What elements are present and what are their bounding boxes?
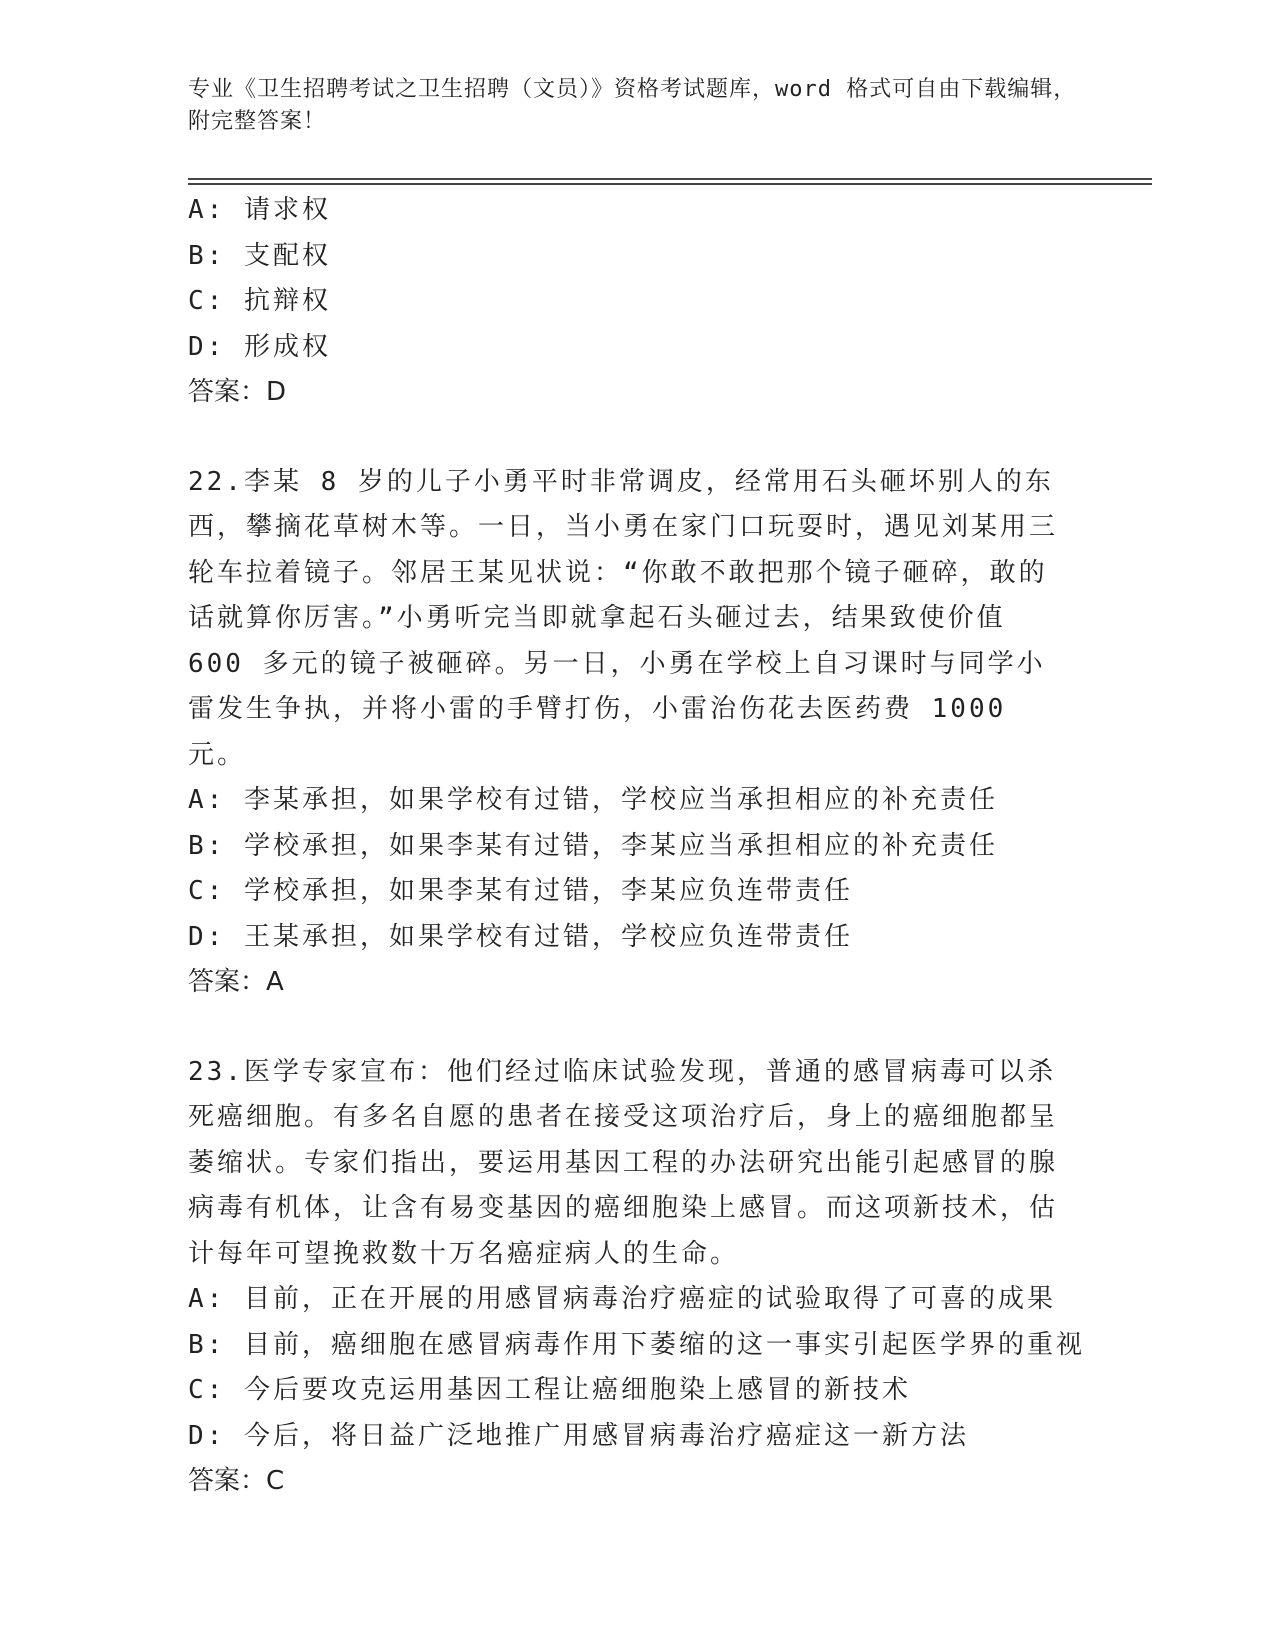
question-21 bbox=[188, 188, 1088, 416]
header-rule-top bbox=[188, 178, 1152, 180]
option-d: D: 形成权 bbox=[188, 331, 331, 362]
answer-line: 答案：A bbox=[188, 967, 284, 997]
document-header: 专业《卫生招聘考试之卫生招聘（文员）》资格考试题库，word 格式可自由下载编辑，附完整答案！ bbox=[188, 77, 1077, 134]
option-b: B: 支配权 bbox=[188, 240, 331, 271]
option-d: D: 今后，将日益广泛地推广用感冒病毒治疗癌症这一新方法 bbox=[188, 1420, 969, 1451]
answer-line: 答案：D bbox=[188, 377, 287, 407]
question-23 bbox=[188, 1050, 1088, 1505]
option-b: B: 学校承担，如果李某有过错，李某应当承担相应的补充责任 bbox=[188, 830, 998, 861]
question-22 bbox=[188, 460, 1088, 1006]
question-content bbox=[188, 188, 1088, 1505]
option-c: C: 学校承担，如果李某有过错，李某应负连带责任 bbox=[188, 876, 853, 906]
option-a: A: 请求权 bbox=[188, 195, 331, 225]
option-c: C: 今后要攻克运用基因工程让癌细胞染上感冒的新技术 bbox=[188, 1375, 911, 1405]
spacer bbox=[188, 1006, 1088, 1050]
spacer bbox=[188, 416, 1088, 460]
option-a: A: 目前，正在开展的用感冒病毒治疗癌症的试验取得了可喜的成果 bbox=[188, 1284, 1056, 1314]
header-rule-bottom bbox=[188, 183, 1152, 185]
option-d: D: 王某承担，如果学校有过错，学校应负连带责任 bbox=[188, 921, 853, 952]
answer-line: 答案：C bbox=[188, 1466, 285, 1496]
option-c: C: 抗辩权 bbox=[188, 286, 331, 316]
question-stem: 23.医学专家宣布：他们经过临床试验发现，普通的感冒病毒可以杀死癌细胞。有多名自愿的患者在接受这项治疗后，身上的癌细胞都呈萎缩状。专家们指出，要运用基因工程的办法研究出能引起感冒的腺病毒有机体，让含有易变基因的癌细胞染上感冒。而这项新技术，估计每年可望挽救数十万名癌症病人的生命。 bbox=[188, 1056, 1059, 1269]
option-a: A: 李某承担，如果学校有过错，学校应当承担相应的补充责任 bbox=[188, 785, 998, 815]
question-stem: 22.李某 8 岁的儿子小勇平时非常调皮，经常用石头砸坏别人的东西，攀摘花草树木等。一日，当小勇在家门口玩耍时，遇见刘某用三轮车拉着镜子。邻居王某见状说：“你敢不敢把那个镜子砸碎，敢的话就算你厉害。”小勇听完当即就拿起石头砸过去，结果致使价值 600 多元的镜子被砸碎。另一日，小勇在学校上自习课时与同学小雷发生争执，并将小雷的手臂打伤，小雷治伤花去医药费 1000 元。 bbox=[188, 466, 1059, 770]
option-b: B: 目前，癌细胞在感冒病毒作用下萎缩的这一事实引起医学界的重视 bbox=[188, 1329, 1085, 1360]
